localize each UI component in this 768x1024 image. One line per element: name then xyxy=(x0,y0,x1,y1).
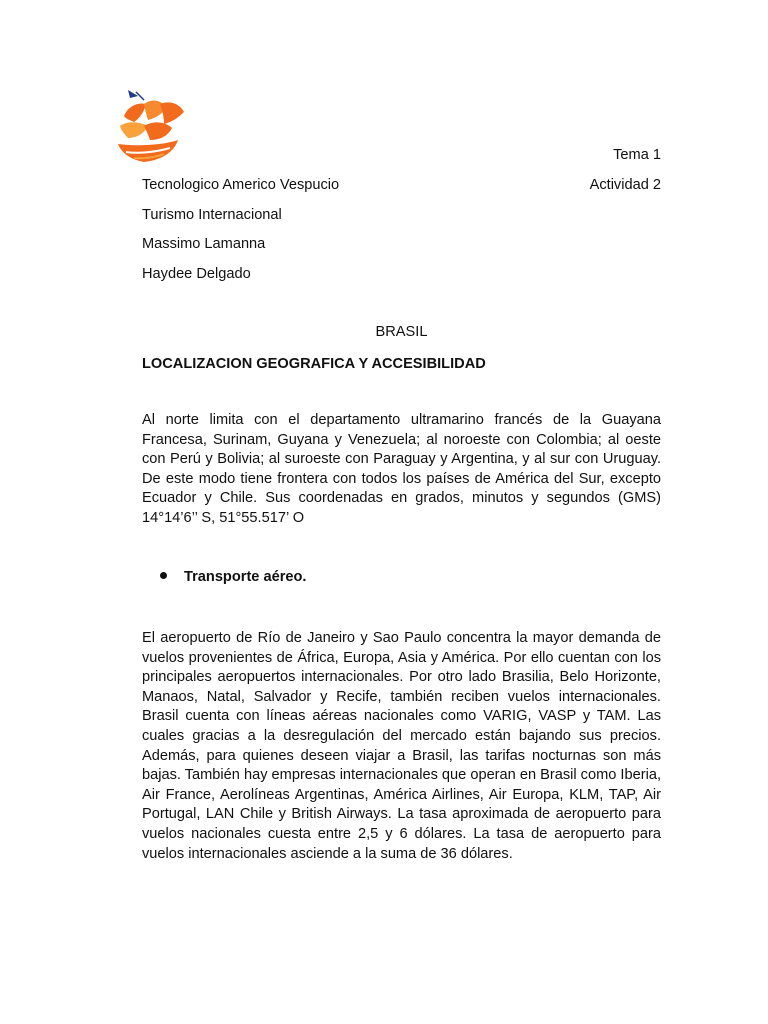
course-name: Turismo Internacional xyxy=(142,207,282,223)
institution-name: Tecnologico Americo Vespucio xyxy=(142,177,340,193)
author-1: Massimo Lamanna xyxy=(142,236,266,252)
geography-paragraph: Al norte limita con el departamento ultramarino francés de la Guayana Francesa, Surinam, Guyana y Venezuela; al noroeste con Colombia; al oeste con Perú y Bolivia; al suroeste con Paraguay y Argentina, y al sur con Uruguay. De este modo tiene frontera con todos los países de América del Sur, excepto Ecuador y Chile. Sus coordenadas en grados, minutos y segundos (GMS) 14°14’6’’ S, 51°55.517’ O xyxy=(142,412,661,526)
caravel-ship-logo-icon xyxy=(114,86,188,166)
author-2: Haydee Delgado xyxy=(142,266,251,282)
document-title: BRASIL xyxy=(375,324,428,340)
bullet-item xyxy=(160,569,306,585)
air-transport-paragraph: El aeropuerto de Río de Janeiro y Sao Paulo concentra la mayor demanda de vuelos provenientes de África, Europa, Asia y América. Por ello cuentan con los principales aeropuertos internacionales. Por otro lado Brasilia, Belo Horizonte, Manaos, Natal, Salvador y Recife, también reciben vuelos internacionales. Brasil cuenta con líneas aéreas nacionales como VARIG, VASP y TAM. Las cuales gracias a la desregulación del mercado están bajando sus precios. Además, para quienes deseen viajar a Brasil, las tarifas nocturnas son más bajas. También hay empresas internacionales que operan en Brasil como Iberia, Air France, Aerolíneas Argentinas, América Airlines, Air Europa, KLM, TAP, Air Portugal, LAN Chile y British Airways. La tasa aproximada de aeropuerto para vuelos nacionales cuesta entre 2,5 y 6 dólares. La tasa de aeropuerto para vuelos internacionales asciende a la suma de 36 dólares. xyxy=(142,630,661,862)
bullet-heading: Transporte aéreo. xyxy=(184,569,307,585)
tema-label: Tema 1 xyxy=(613,147,661,163)
actividad-label: Actividad 2 xyxy=(589,177,661,193)
bullet-dot-icon xyxy=(160,572,167,579)
section-heading: LOCALIZACION GEOGRAFICA Y ACCESIBILIDAD xyxy=(142,356,486,372)
